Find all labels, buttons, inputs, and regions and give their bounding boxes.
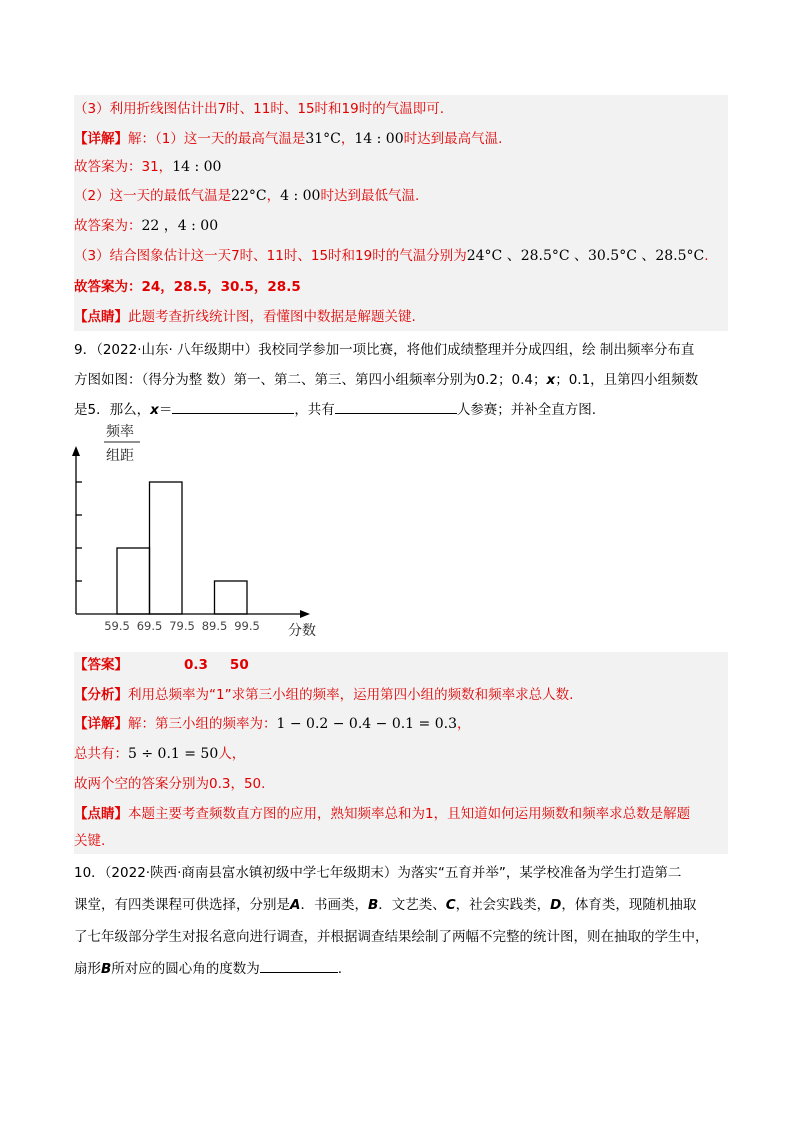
- answer-blank-angle[interactable]: [260, 958, 338, 973]
- answer-blank-x[interactable]: [172, 399, 294, 414]
- frequency-histogram: [62, 422, 322, 642]
- detail-tag: 【详解】: [74, 716, 128, 732]
- x-tick-label: 89.5: [201, 619, 228, 633]
- comment-tag: 【点睛】: [74, 309, 128, 325]
- solution-line: 总共有：5 ÷ 0.1 = 50人，: [74, 746, 246, 762]
- x-tick-label: 59.5: [104, 619, 130, 633]
- solution-line: （2）这一天的最低气温是22°C，4 : 00时达到最低气温.: [74, 188, 420, 204]
- solution-line: [74, 654, 249, 676]
- solution-line: 【详解】解：（1）这一天的最高气温是31°C，14 : 00时达到最高气温.: [74, 131, 503, 147]
- y-axis-label-bottom: 组距: [106, 448, 134, 464]
- question-9-line: 是5．那么，x＝ ，共有 人参赛；并补全直方图.: [74, 399, 596, 421]
- y-axis-label-top: 频率: [106, 424, 134, 440]
- question-9-line: 方图如图：（得分为整 数）第一、第二、第三、第四小组频率分别为0.2；0.4；x；0.1，且第四小组频数: [74, 372, 699, 388]
- x-tick-label: 79.5: [169, 619, 195, 633]
- solution-line: 故两个空的答案分别为0.3，50.: [74, 776, 266, 792]
- question-10-line: 课堂，有四类课程可供选择，分别是A．书画类，B．文艺类、C，社会实践类，D，体育类，现随机抽取: [74, 897, 697, 913]
- x-tick-label: 99.5: [234, 619, 260, 633]
- question-10-line: 10．（2022·陕西·商南县富水镇初级中学七年级期末）为落实“五育并举”，某学校准备为学生打造第二: [74, 865, 682, 881]
- histogram-bar: [117, 548, 150, 614]
- x-tick-label: 69.5: [136, 619, 163, 633]
- solution-line: 故答案为：31，14 : 00: [74, 159, 222, 175]
- solution-line: 关键.: [74, 833, 106, 849]
- answer-1: 0.3: [184, 657, 208, 673]
- solution-line: （3）利用折线图估计出7时、11时、15时和19时的气温即可.: [74, 101, 445, 117]
- x-axis-arrow: [300, 610, 310, 618]
- x-axis-label: 分数: [288, 623, 316, 639]
- solution-line: 【详解】解：第三小组的频率为：1 − 0.2 − 0.4 − 0.1 = 0.3，: [74, 716, 471, 732]
- solution-line: 故答案为：22 ，4 : 00: [74, 218, 219, 234]
- question-10-line: 了七年级部分学生对报名意向进行调查，并根据调查结果绘制了两幅不完整的统计图，则在抽取的学生中，: [74, 929, 709, 945]
- solution-line: （3）结合图象估计这一天7时、11时、15时和19时的气温分别为24°C 、28.5°C 、30.5°C 、28.5°C.: [74, 248, 709, 264]
- answer-blank-total[interactable]: [335, 399, 457, 414]
- solution-line: 【点睛】本题主要考查频数直方图的应用，熟知频率总和为1，且知道如何运用频数和频率求总数是解题: [74, 806, 691, 822]
- question-10-line: 扇形B所对应的圆心角的度数为 .: [74, 958, 342, 980]
- solution-line: 故答案为：24，28.5，30.5，28.5: [74, 279, 301, 295]
- answer-tag: 【答案】: [74, 657, 128, 673]
- solution-line: 【点睛】此题考查折线统计图，看懂图中数据是解题关键.: [74, 309, 416, 325]
- histogram-bar: [150, 482, 183, 614]
- histogram-bar: [215, 581, 248, 614]
- y-axis-arrow: [72, 446, 80, 456]
- solution-line: 【分析】利用总频率为“1”求第三小组的频率，运用第四小组的频数和频率求总人数.: [74, 687, 574, 703]
- analysis-tag: 【分析】: [74, 687, 128, 703]
- question-9-line: 9．（2022·山东· 八年级期中）我校同学参加一项比赛，将他们成绩整理并分成四组，绘 制出频率分布直: [74, 342, 695, 358]
- answer-2: 50: [229, 657, 249, 673]
- comment-tag: 【点睛】: [74, 806, 128, 822]
- detail-tag: 【详解】: [74, 131, 128, 147]
